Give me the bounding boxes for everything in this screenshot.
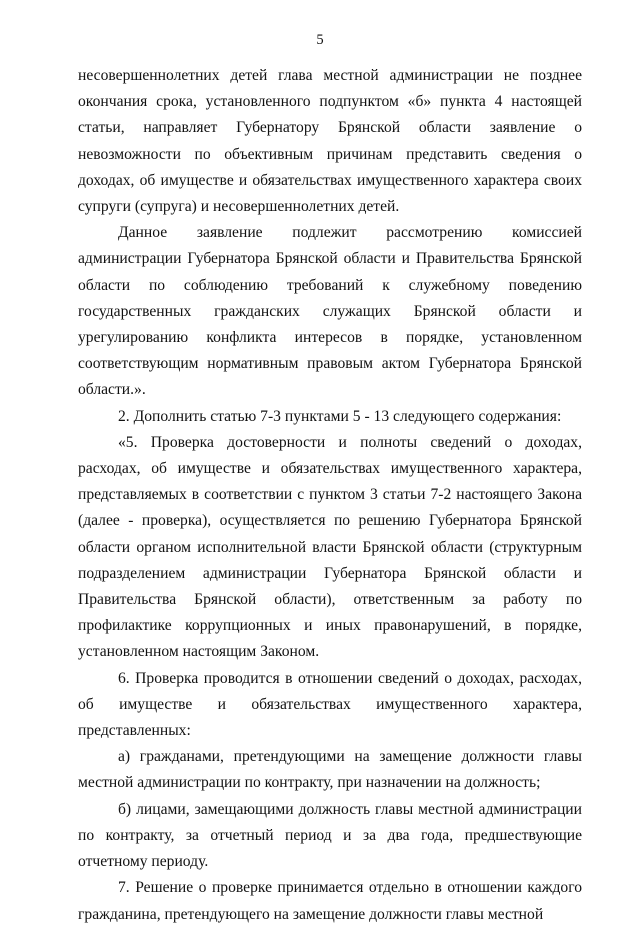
paragraph-continuation: несовершеннолетних детей глава местной администрации не позднее окончания срока, установленного подпунктом «б» пункта 4 настоящей статьи, направляет Губернатору Брянской области заявление о невозможности по объективным причинам представить сведения о доходах, об имуществе и обязательствах имущественного характера своих супруги (супруга) и несовершеннолетних детей. xyxy=(78,67,582,216)
paragraph-commission-review: Данное заявление подлежит рассмотрению комиссией администрации Губернатора Брянской области и Правительства Брянской области по соблюдению требований к служебному поведению государственных гражданских служащих Брянской области и урегулированию конфликта интересов в порядке, установленном соответствующим нормативным правовым актом Губернатора Брянской области.». xyxy=(78,224,582,399)
paragraph-clause-5: «5. Проверка достоверности и полноты сведений о доходах, расходах, об имуществе и обязательствах имущественного характера, представляемых в соответствии с пунктом 3 статьи 7-2 настоящего Закона (далее - проверка), осуществляется по решению Губернатора Брянской области органом исполнительной власти Брянской области (структурным подразделением администрации Губернатора Брянской области и Правительства Брянской области), ответственным за работу по профилактике коррупционных и иных правонарушений, в порядке, установленном настоящим Законом. xyxy=(78,433,582,661)
paragraph-clause-6: 6. Проверка проводится в отношении сведений о доходах, расходах, об имуществе и обязательствах имущественного характера, представленных: xyxy=(78,669,582,740)
page-number: 5 xyxy=(316,32,324,48)
paragraph-clause-6a: а) гражданами, претендующими на замещение должности главы местной администрации по контракту, при назначении на должность; xyxy=(78,748,582,792)
paragraph-clause-6b: б) лицами, замещающими должность главы местной администрации по контракту, за отчетный период и за два года, предшествующие отчетному периоду. xyxy=(78,800,582,871)
paragraph-clause-7: 7. Решение о проверке принимается отдельно в отношении каждого гражданина, претендующего на замещение должности главы местной xyxy=(78,879,582,923)
document-body xyxy=(78,63,582,928)
paragraph-amendment-item-2: 2. Дополнить статью 7-3 пунктами 5 - 13 следующего содержания: xyxy=(118,407,562,425)
